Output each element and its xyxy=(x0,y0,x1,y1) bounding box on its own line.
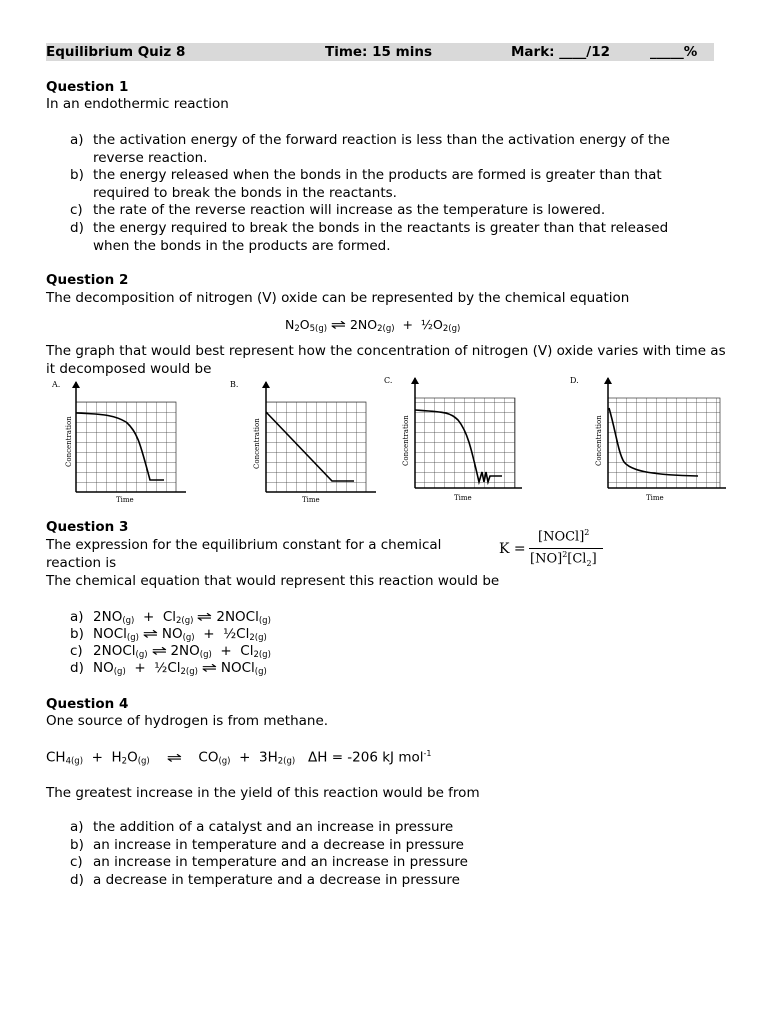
graph-a-label: A. xyxy=(52,380,61,389)
k-numerator xyxy=(538,528,589,544)
q1-option-b xyxy=(70,167,695,202)
option-label: b) xyxy=(70,626,84,642)
option-text: an increase in temperature and a decrease in pressure xyxy=(93,837,464,853)
option-label: a) xyxy=(70,819,84,835)
q4-equation: $CH_{4(g)} + H_2O_{(g)}$ ⇌ $CO_{(g)} + 3H_{2(g)}$ ΔH = -206 kJ mol$^{-1}$ xyxy=(46,749,432,767)
option-text: the activation energy of the forward reaction is less than the activation energy of the reverse reaction. xyxy=(93,132,670,166)
k-numerator-exponent: 2 xyxy=(584,528,590,537)
quiz-title: Equilibrium Quiz 8 xyxy=(46,44,186,60)
option-label: b) xyxy=(70,167,84,183)
q4-enthalpy: ΔH = -206 kJ mol xyxy=(308,749,424,766)
k-prefix: K = xyxy=(499,541,526,557)
graph-c-xlabel: Time xyxy=(454,494,472,502)
k-den-exp: 2 xyxy=(562,550,568,559)
q3-option-d: d) $NO_{(g)}$ + $\frac{1}{2}Cl_{2(g)}$ ⇌ NOCl$_{(g)}$ xyxy=(70,660,267,677)
q4-enthalpy-exp: -1 xyxy=(423,749,432,758)
k-den-1: [NO] xyxy=(530,551,563,567)
option-text: a decrease in temperature and a decrease in pressure xyxy=(93,872,460,888)
q4-option-a xyxy=(70,819,695,837)
q3-stem: The expression for the equilibrium constant for a chemical reaction is xyxy=(46,537,442,571)
equilibrium-arrows-icon: ⇌ xyxy=(330,318,347,333)
graph-a-ylabel: Concentration xyxy=(65,416,73,467)
q1-option-c xyxy=(70,202,695,220)
graph-a-xlabel: Time xyxy=(116,496,134,504)
q4-followup: The greatest increase in the yield of this reaction would be from xyxy=(46,785,480,801)
equilibrium-arrows-icon: ⇌ xyxy=(151,644,167,659)
q2-stem: The decomposition of nitrogen (V) oxide can be represented by the chemical equation xyxy=(46,290,630,306)
option-label: d) xyxy=(70,660,84,676)
option-text: the energy required to break the bonds in the reactants is greater than that released when the bonds in the products are formed. xyxy=(93,220,669,254)
equilibrium-arrows-icon: ⇌ xyxy=(201,661,218,676)
option-text: the rate of the reverse reaction will increase as the temperature is lowered. xyxy=(93,202,606,218)
graph-c-label: C. xyxy=(384,376,393,385)
graph-a xyxy=(51,380,186,504)
k-denominator xyxy=(530,550,597,568)
q4-title: Question 4 xyxy=(46,696,129,712)
graph-d-ylabel: Concentration xyxy=(595,415,603,466)
q2-graph-text: The graph that would best represent how the concentration of nitrogen (V) oxide varies with time as it decomposed would be xyxy=(46,343,726,377)
option-label: a) xyxy=(70,609,84,625)
graph-c xyxy=(384,376,522,502)
k-den-3: ] xyxy=(591,551,597,567)
graph-b-xlabel: Time xyxy=(302,496,320,504)
q4-option-d xyxy=(70,872,695,890)
k-numerator-term: [NOCl] xyxy=(538,529,585,545)
graph-d-label: D. xyxy=(570,376,579,385)
fraction-bar xyxy=(529,548,603,549)
graph-d xyxy=(570,376,726,502)
equilibrium-arrows-icon: ⇌ xyxy=(197,610,213,625)
q1-option-a xyxy=(70,132,695,167)
quiz-percent: _____% xyxy=(650,44,698,60)
option-label: c) xyxy=(70,643,83,659)
option-text: an increase in temperature and an increase in pressure xyxy=(93,854,468,870)
graph-b xyxy=(230,380,376,504)
option-text: the energy released when the bonds in the products are formed is greater than that required to break the bonds in the reactants. xyxy=(93,167,662,201)
option-label: c) xyxy=(70,854,83,870)
k-den-2: [Cl xyxy=(567,551,587,567)
q3-option-b: b) NOCl$_{(g)}$ ⇌ $NO_{(g)}$ + $\frac{1}{2}Cl_{2(g)}$ xyxy=(70,626,267,643)
q2-title: Question 2 xyxy=(46,272,129,288)
option-text: the addition of a catalyst and an increase in pressure xyxy=(93,819,454,835)
q3-option-a: a) $2NO_{(g)} + Cl_{2(g)}$ ⇌ 2NOCl$_{(g)}$ xyxy=(70,609,271,626)
option-label: d) xyxy=(70,872,84,888)
graph-c-ylabel: Concentration xyxy=(402,415,410,466)
q3-title: Question 3 xyxy=(46,519,129,535)
q2-graphs xyxy=(46,372,730,506)
q1-stem: In an endothermic reaction xyxy=(46,96,229,112)
q1-title: Question 1 xyxy=(46,79,129,95)
k-den-sub: 2 xyxy=(586,558,592,568)
option-label: c) xyxy=(70,202,83,218)
q4-option-c xyxy=(70,854,695,872)
graph-b-ylabel: Concentration xyxy=(253,418,261,469)
quiz-header xyxy=(46,43,714,61)
q4-option-b xyxy=(70,837,695,855)
option-label: a) xyxy=(70,132,84,148)
option-label: b) xyxy=(70,837,84,853)
graph-b-label: B. xyxy=(230,380,239,389)
quiz-time: Time: 15 mins xyxy=(325,44,432,60)
q2-equation: $N_2O_{5(g)}$ ⇌ $2NO_{2(g)}$ + $\frac{1}{2}O_{2(g)}$ xyxy=(285,317,461,334)
equilibrium-arrows-icon: ⇌ xyxy=(166,750,182,766)
q3-followup: The chemical equation that would represent this reaction would be xyxy=(46,573,500,589)
q1-option-d xyxy=(70,220,695,255)
q4-stem: One source of hydrogen is from methane. xyxy=(46,713,329,729)
q3-option-c: c) 2NOCl$_{(g)}$ ⇌ $2NO_{(g)} + Cl_{2(g)}$ xyxy=(70,643,271,660)
equilibrium-arrows-icon: ⇌ xyxy=(142,627,159,642)
option-label: d) xyxy=(70,220,84,236)
quiz-mark: Mark: ____/12 xyxy=(511,44,610,60)
graph-d-xlabel: Time xyxy=(646,494,664,502)
k-expression xyxy=(499,528,609,572)
